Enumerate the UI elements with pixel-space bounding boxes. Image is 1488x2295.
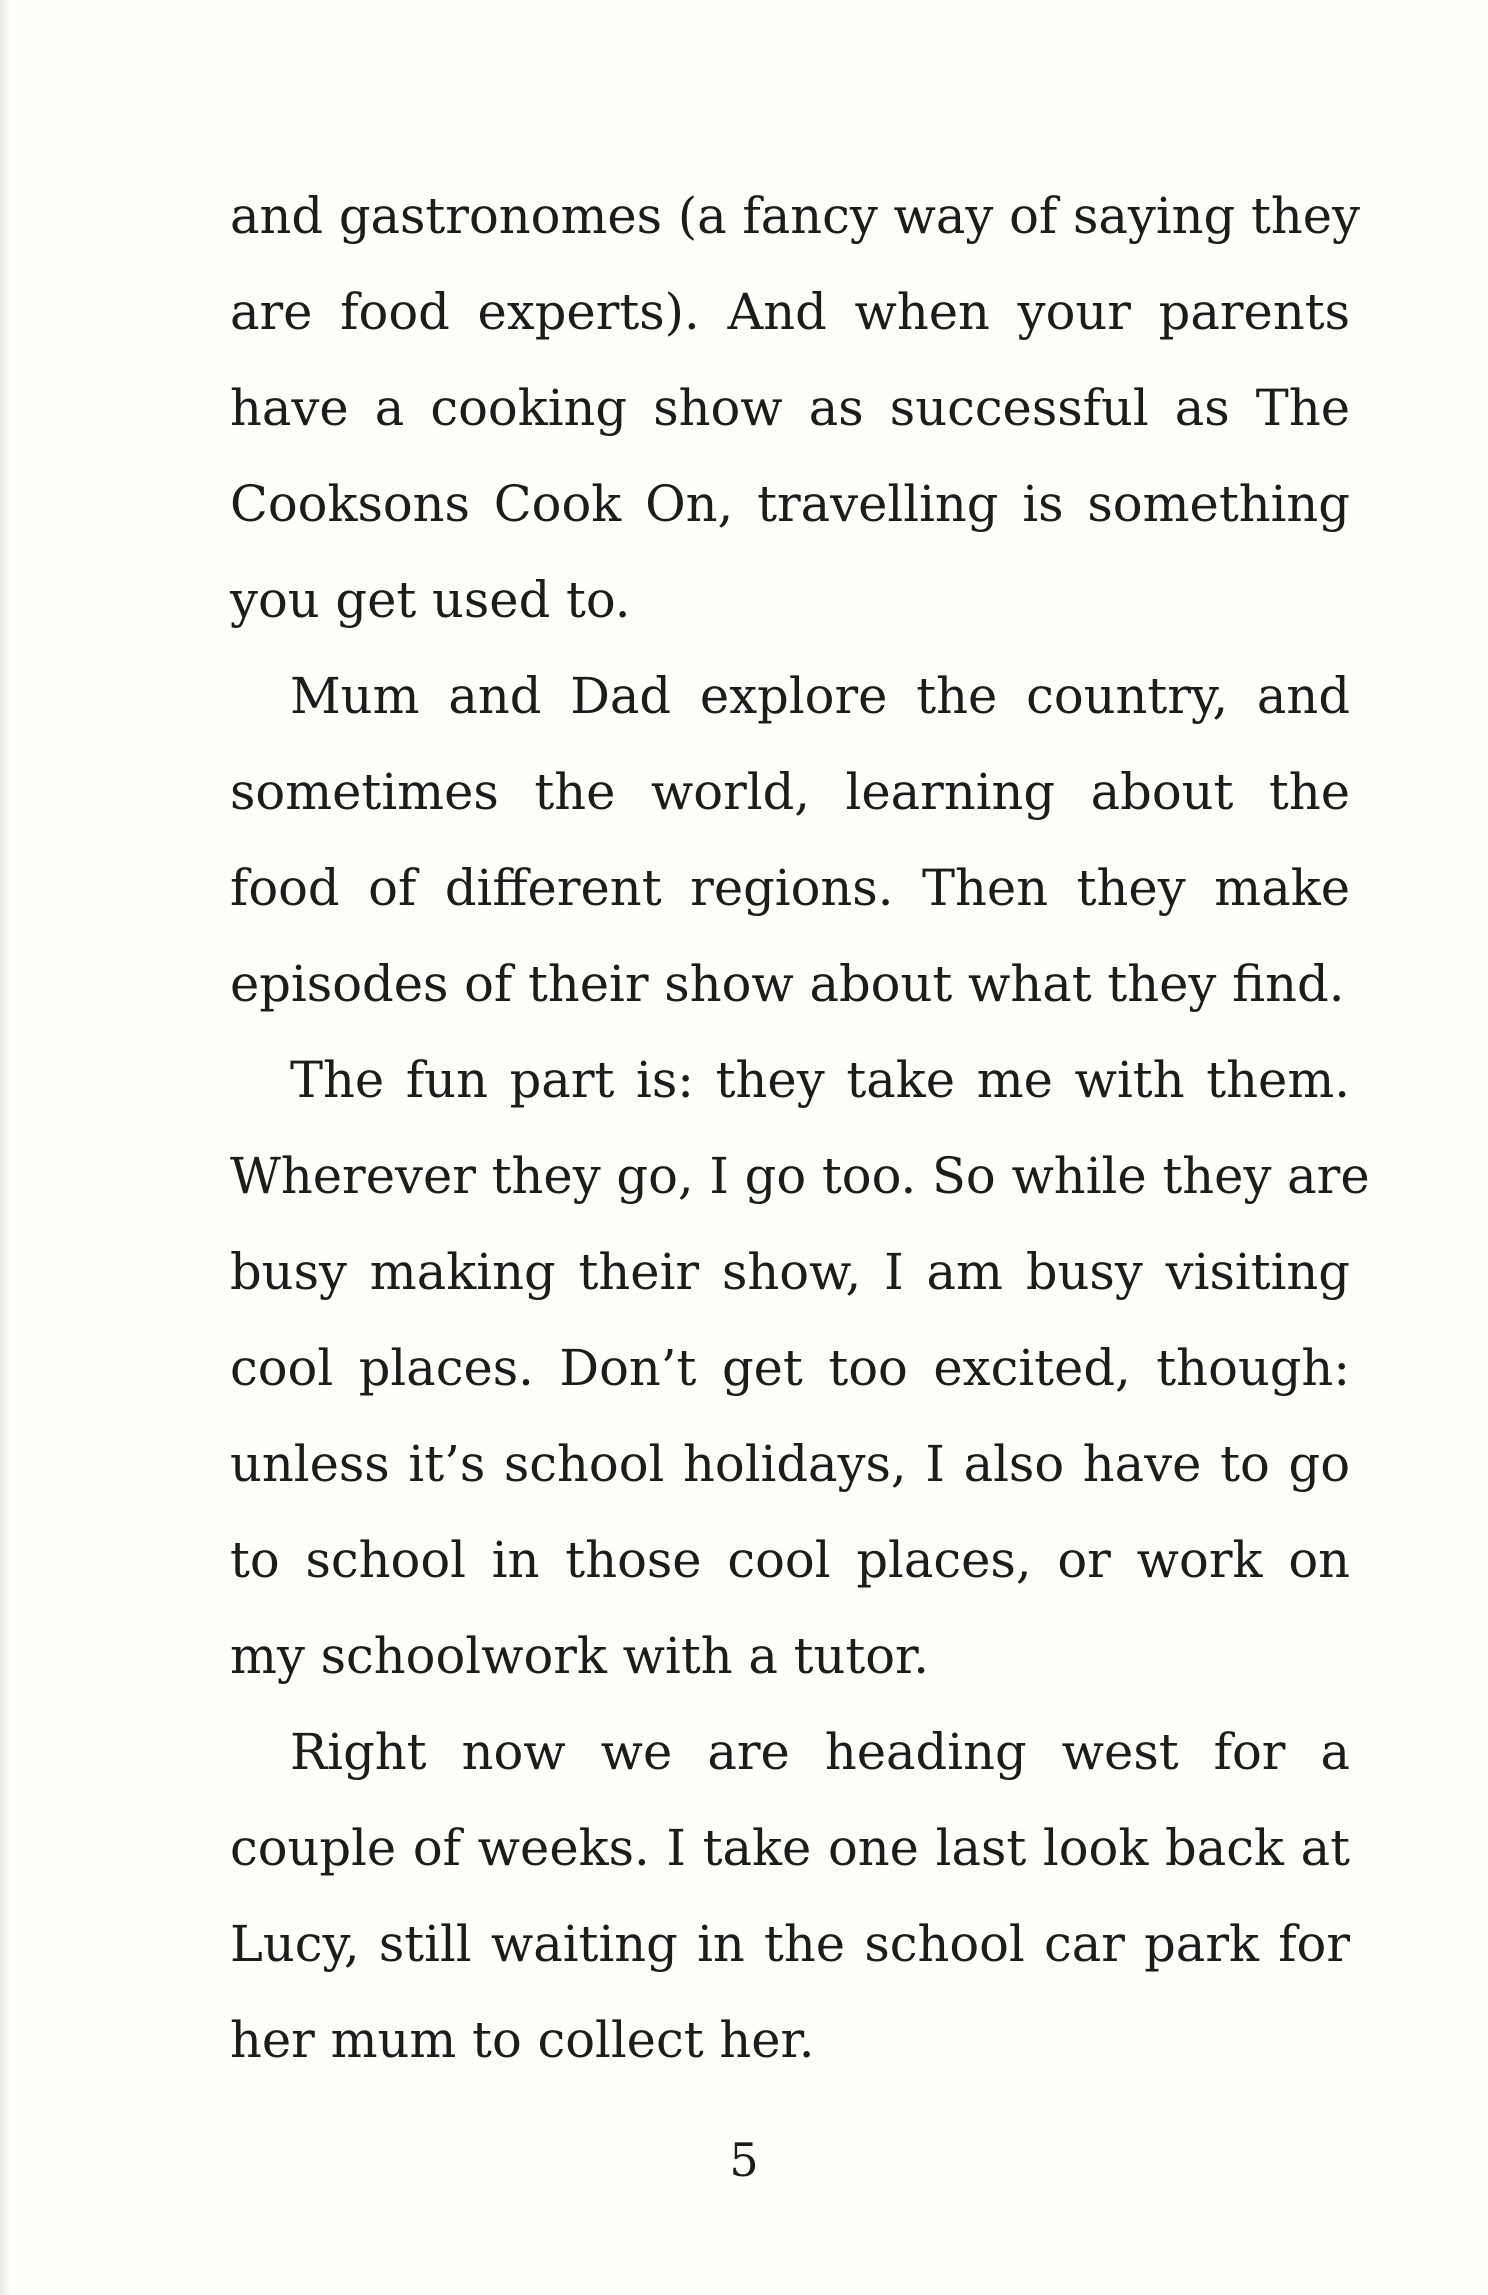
text-line: have a cooking show as successful as The	[230, 379, 1350, 437]
text-line: food of different regions. Then they make	[230, 859, 1350, 917]
text-line: you get used to.	[230, 571, 631, 629]
text-line: unless it’s school holidays, I also have to go	[230, 1435, 1350, 1493]
text-line: Cooksons Cook On, travelling is something	[230, 475, 1350, 533]
text-line: are food experts). And when your parents	[230, 283, 1350, 341]
page-edge	[0, 0, 10, 2295]
text-line: busy making their show, I am busy visiting	[230, 1243, 1350, 1301]
text-line: and gastronomes (a fancy way of saying they	[230, 187, 1360, 245]
text-line: couple of weeks. I take one last look back at	[230, 1819, 1350, 1877]
text-line: her mum to collect her.	[230, 2011, 815, 2069]
text-line: episodes of their show about what they find.	[230, 955, 1345, 1013]
text-line: sometimes the world, learning about the	[230, 763, 1350, 821]
body-text	[230, 168, 1370, 2088]
text-line: Wherever they go, I go too. So while they are	[230, 1147, 1370, 1205]
text-line: Mum and Dad explore the country, and	[290, 667, 1350, 725]
text-line: The fun part is: they take me with them.	[290, 1051, 1350, 1109]
text-line: cool places. Don’t get too excited, though:	[230, 1339, 1350, 1397]
text-line: my schoolwork with a tutor.	[230, 1627, 930, 1685]
text-line: Right now we are heading west for a	[290, 1723, 1350, 1781]
page-number: 5	[729, 2133, 759, 2187]
text-line: Lucy, still waiting in the school car park for	[230, 1915, 1350, 1973]
text-line: to school in those cool places, or work on	[230, 1531, 1350, 1589]
